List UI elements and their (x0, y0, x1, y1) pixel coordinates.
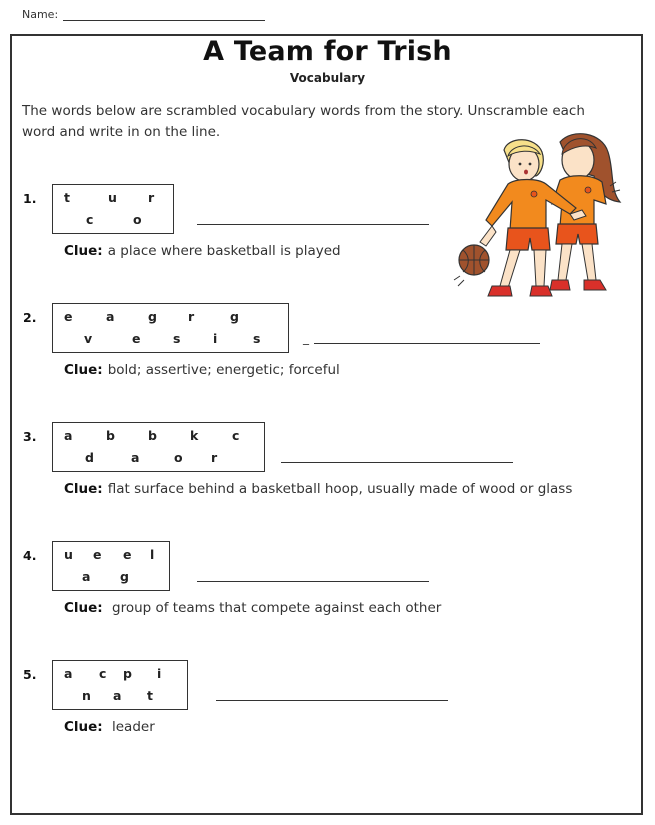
answer-line-5[interactable] (216, 700, 448, 701)
eye (529, 163, 532, 166)
item-number-4: 4. (23, 548, 37, 563)
letter: r (148, 190, 155, 205)
item-number-5: 5. (23, 667, 37, 682)
letter: e (93, 547, 102, 562)
shorts (506, 228, 550, 250)
girls-playing-basketball-icon (452, 130, 632, 306)
letter: k (190, 428, 199, 443)
shorts (556, 224, 598, 244)
legs (558, 244, 596, 280)
letter: p (123, 666, 132, 681)
name-label: Name: (22, 8, 59, 21)
scramble-box-3 (52, 422, 265, 472)
letter: o (133, 212, 142, 227)
letter: a (106, 309, 115, 324)
letter: c (86, 212, 94, 227)
clue-label: Clue: (64, 481, 103, 497)
letter: i (213, 331, 218, 346)
scramble-box-5 (52, 660, 188, 710)
letter: a (131, 450, 140, 465)
clue-1 (64, 243, 341, 259)
clue-label: Clue: (64, 600, 103, 616)
letter: v (84, 331, 93, 346)
answer-prefix-2: _ (303, 331, 309, 345)
letter: e (123, 547, 132, 562)
letter: n (82, 688, 91, 703)
eye (519, 163, 522, 166)
clue-3 (64, 481, 572, 497)
shirt-logo (585, 187, 591, 193)
item-number-1: 1. (23, 191, 37, 206)
letter: t (64, 190, 70, 205)
letter: t (147, 688, 153, 703)
letter: r (188, 309, 195, 324)
instructions: The words below are scrambled vocabulary words from the story. Unscramble each word and write in on the line. (22, 103, 585, 140)
letter: a (64, 666, 73, 681)
letter: b (106, 428, 115, 443)
letter: g (148, 309, 157, 324)
letter: c (232, 428, 240, 443)
letter: d (85, 450, 94, 465)
letter: l (150, 547, 155, 562)
item-number-3: 3. (23, 429, 37, 444)
letter: b (148, 428, 157, 443)
scramble-box-1 (52, 184, 174, 234)
name-line[interactable] (63, 20, 265, 21)
clue-text: flat surface behind a basketball hoop, usually made of wood or glass (107, 481, 573, 497)
letter: e (132, 331, 141, 346)
scramble-box-4 (52, 541, 170, 591)
item-number-2: 2. (23, 310, 37, 325)
clue-label: Clue: (64, 719, 103, 735)
clue-5 (64, 719, 155, 735)
letter: g (120, 569, 129, 584)
clue-text: bold; assertive; energetic; forceful (107, 362, 340, 378)
shoes (488, 286, 552, 296)
letter: a (64, 428, 73, 443)
letter: s (253, 331, 261, 346)
clue-2 (64, 362, 340, 378)
answer-line-1[interactable] (197, 224, 429, 225)
letter: i (157, 666, 162, 681)
legs (500, 250, 546, 288)
clue-text: a place where basketball is played (107, 243, 341, 259)
page-title: A Team for Trish (203, 36, 452, 67)
letter: u (64, 547, 73, 562)
answer-line-4[interactable] (197, 581, 429, 582)
clue-text: group of teams that compete against each other (107, 600, 442, 616)
clue-text: leader (107, 719, 155, 735)
arm (480, 226, 496, 246)
letter: e (64, 309, 73, 324)
mouth (524, 170, 528, 175)
letter: a (82, 569, 91, 584)
letter: u (108, 190, 117, 205)
letter: a (113, 688, 122, 703)
shoes (550, 280, 606, 290)
letter: r (211, 450, 218, 465)
letter: s (173, 331, 181, 346)
shirt-logo (531, 191, 537, 197)
letter: c (99, 666, 107, 681)
answer-line-2[interactable] (314, 343, 540, 344)
page-subtitle: Vocabulary (289, 71, 366, 85)
letter: g (230, 309, 239, 324)
answer-line-3[interactable] (281, 462, 513, 463)
clue-4 (64, 600, 441, 616)
letter: o (174, 450, 183, 465)
scramble-box-2 (52, 303, 289, 353)
clue-label: Clue: (64, 362, 103, 378)
clue-label: Clue: (64, 243, 103, 259)
